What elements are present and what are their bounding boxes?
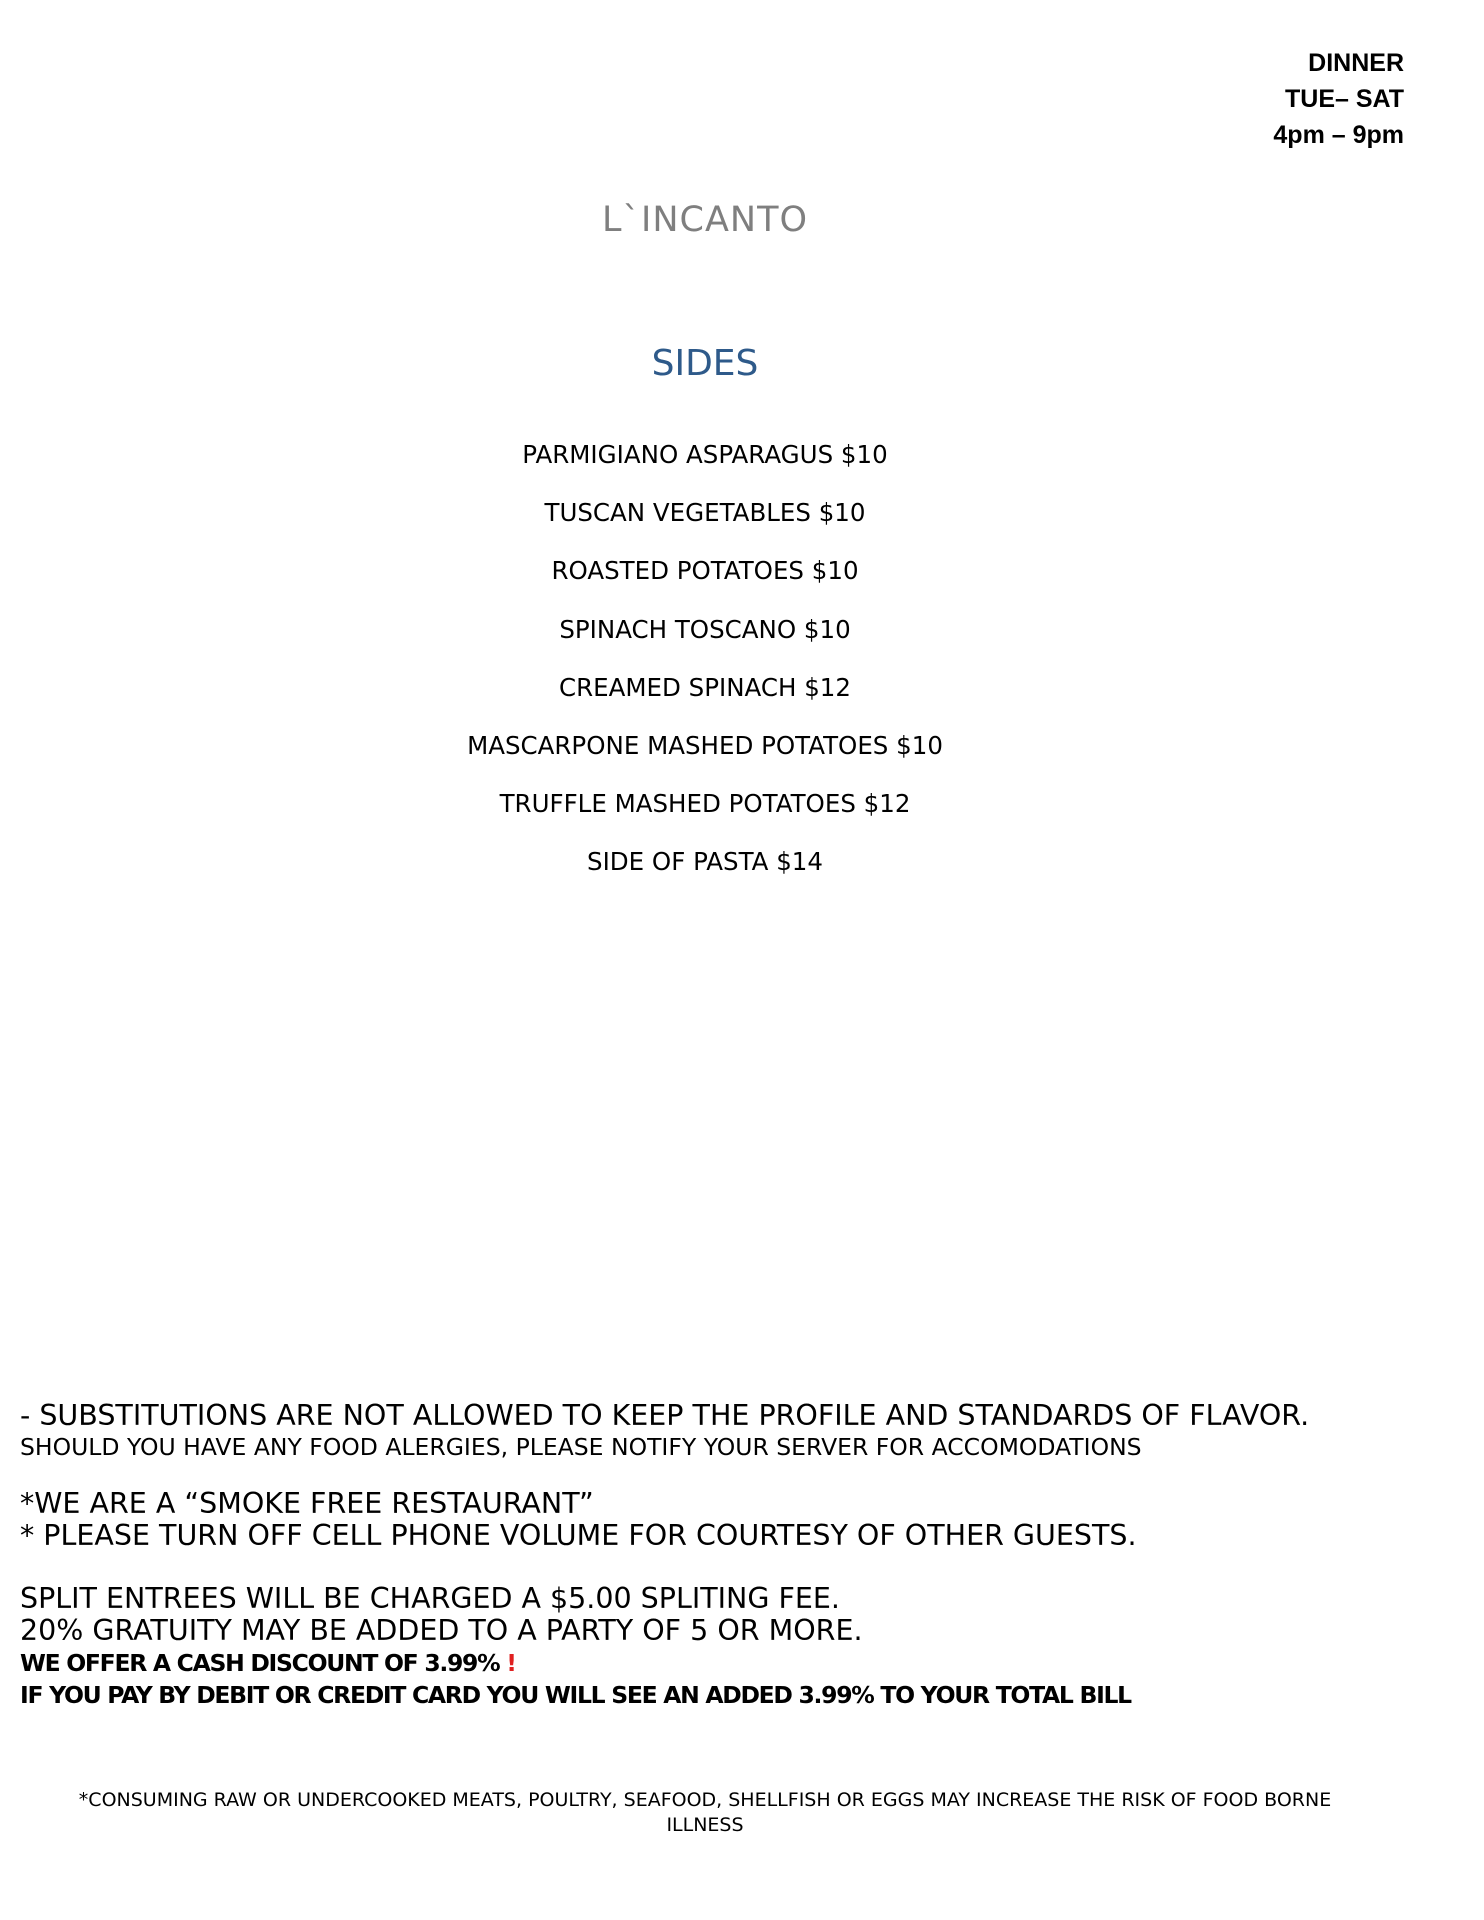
- menu-item: TRUFFLE MASHED POTATOES $12: [499, 789, 911, 819]
- spacer: [20, 1552, 1460, 1583]
- section-title: SIDES: [651, 343, 759, 384]
- food-safety-disclaimer: *CONSUMING RAW OR UNDERCOOKED MEATS, POULTRY, SEAFOOD, SHELLFISH OR EGGS MAY INCREASE THE RISK OF FOOD BORNE ILLNESS: [78, 1789, 1332, 1836]
- time-label: 4pm – 9pm: [1273, 121, 1404, 149]
- restaurant-name: L`INCANTO: [602, 200, 808, 240]
- cash-discount-note: [20, 1647, 1460, 1679]
- exclamation-mark: !: [506, 1649, 516, 1677]
- menu-item: CREAMED SPINACH $12: [559, 672, 851, 702]
- policy-notes: [20, 1400, 1460, 1711]
- cell-phone-note: * PLEASE TURN OFF CELL PHONE VOLUME FOR COURTESY OF OTHER GUESTS.: [20, 1519, 1137, 1552]
- days-label: TUE– SAT: [1285, 85, 1404, 113]
- gratuity-note: 20% GRATUITY MAY BE ADDED TO A PARTY OF 5 OR MORE.: [20, 1614, 863, 1647]
- menu-item: TUSCAN VEGETABLES $10: [544, 498, 866, 528]
- menu-item: MASCARPONE MASHED POTATOES $10: [467, 730, 943, 760]
- split-fee-note: SPLIT ENTREES WILL BE CHARGED A $5.00 SPLITING FEE.: [20, 1582, 840, 1615]
- menu-item: PARMIGIANO ASPARAGUS $10: [522, 440, 888, 469]
- menu-item: ROASTED POTATOES $10: [551, 556, 859, 586]
- smoke-free-note: *WE ARE A “SMOKE FREE RESTAURANT”: [20, 1487, 594, 1520]
- menu-item: SPINACH TOSCANO $10: [559, 614, 851, 644]
- card-fee-note: IF YOU PAY BY DEBIT OR CREDIT CARD YOU WILL SEE AN ADDED 3.99% TO YOUR TOTAL BILL: [20, 1681, 1131, 1709]
- spacer: [20, 1462, 1460, 1488]
- cash-discount-text: WE OFFER A CASH DISCOUNT OF 3.99%: [20, 1649, 500, 1677]
- service-hours: [1273, 45, 1404, 153]
- substitutions-note: - SUBSTITUTIONS ARE NOT ALLOWED TO KEEP THE PROFILE AND STANDARDS OF FLAVOR.: [20, 1399, 1310, 1432]
- menu-item: SIDE OF PASTA $14: [587, 847, 823, 877]
- allergies-note: SHOULD YOU HAVE ANY FOOD ALERGIES, PLEASE NOTIFY YOUR SERVER FOR ACCOMODATIONS: [20, 1433, 1142, 1461]
- menu-list: [0, 440, 1410, 906]
- meal-label: DINNER: [1308, 49, 1404, 77]
